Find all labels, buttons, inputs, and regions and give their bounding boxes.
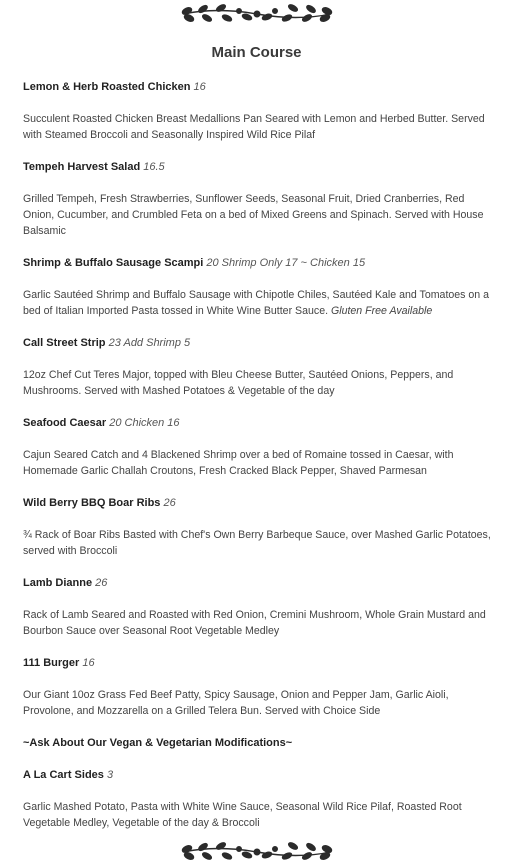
item-name: Tempeh Harvest Salad — [23, 161, 141, 173]
section-title: Main Course — [211, 44, 302, 61]
item-name: Seafood Caesar — [23, 417, 107, 429]
item-description: Cajun Seared Catch and 4 Blackened Shrimp over a bed of Romaine tossed in Caesar, with Homemade Garlic Challah Croutons, Fresh Cracked Black Pepper, Shaved Parmesan — [23, 449, 454, 477]
item-name: Lemon & Herb Roasted Chicken — [23, 81, 191, 93]
item-price: 16 — [193, 81, 206, 93]
item-price: 20 Shrimp Only 17 ~ Chicken 15 — [206, 257, 366, 269]
menu-item — [23, 159, 491, 239]
item-name: Shrimp & Buffalo Sausage Scampi — [23, 257, 204, 269]
item-name: A La Cart Sides — [23, 769, 104, 781]
item-description: Succulent Roasted Chicken Breast Medallions Pan Seared with Lemon and Herbed Butter. Served with Steamed Broccoli and Seasonally Inspired Wild Rice Pilaf — [23, 113, 485, 141]
item-name: Wild Berry BBQ Boar Ribs — [23, 497, 161, 509]
item-description: 12oz Chef Cut Teres Major, topped with Bleu Cheese Butter, Sautéed Onions, Peppers, and Mushrooms. Served with Mashed Potatoes & Vegetable of the day — [23, 369, 454, 397]
item-price: 20 Chicken 16 — [109, 417, 180, 429]
menu-item — [23, 655, 491, 719]
item-price: 26 — [95, 577, 108, 589]
bottom-divider — [0, 841, 513, 863]
vegan-modifications-note: ~Ask About Our Vegan & Vegetarian Modifications~ — [23, 737, 293, 749]
menu-item-sides — [23, 767, 491, 831]
item-price: 26 — [163, 497, 176, 509]
floral-vine-divider-icon — [177, 3, 337, 25]
item-name: Lamb Dianne — [23, 577, 93, 589]
menu-item — [23, 415, 491, 479]
floral-vine-divider-icon — [177, 841, 337, 863]
item-description: ¾ Rack of Boar Ribs Basted with Chef's Own Berry Barbeque Sauce, over Mashed Garlic Potatoes, served with Broccoli — [23, 529, 491, 557]
item-name: 111 Burger — [23, 657, 80, 669]
item-name: Call Street Strip — [23, 337, 106, 349]
item-description: Garlic Mashed Potato, Pasta with White Wine Sauce, Seasonal Wild Rice Pilaf, Roasted Root Vegetable Medley, Vegetable of the day & Broccoli — [23, 801, 462, 829]
item-description: Rack of Lamb Seared and Roasted with Red Onion, Cremini Mushroom, Whole Grain Mustard and Bourbon Sauce over Seasonal Root Vegetable Medley — [23, 609, 486, 637]
menu-items-list — [23, 79, 491, 847]
menu-item — [23, 255, 491, 319]
item-price: 3 — [106, 769, 114, 781]
menu-item — [23, 495, 491, 559]
top-divider — [0, 3, 513, 25]
gluten-free-note: Gluten Free Available — [330, 305, 433, 317]
item-price: 23 Add Shrimp 5 — [108, 337, 191, 349]
item-description: Our Giant 10oz Grass Fed Beef Patty, Spicy Sausage, Onion and Pepper Jam, Garlic Aioli, Provolone, and Mozzarella on a Grilled Telera Bun. Served with Choice Side — [23, 689, 449, 717]
menu-item — [23, 575, 491, 639]
item-description: Grilled Tempeh, Fresh Strawberries, Sunflower Seeds, Seasonal Fruit, Dried Cranberries, Red Onion, Cucumber, and Crumbled Feta on a bed of Mixed Greens and Spinach. Served with House Balsamic — [23, 193, 484, 237]
item-description-with-note — [23, 287, 491, 319]
menu-item — [23, 79, 491, 143]
item-description: Garlic Sautéed Shrimp and Buffalo Sausage with Chipotle Chiles, Sautéed Kale and Tomatoes on a bed of Italian Imported Pasta tossed in White Wine Butter Sauce. — [23, 289, 490, 317]
menu-item — [23, 335, 491, 399]
item-price: 16.5 — [143, 161, 165, 173]
item-price: 16 — [82, 657, 95, 669]
